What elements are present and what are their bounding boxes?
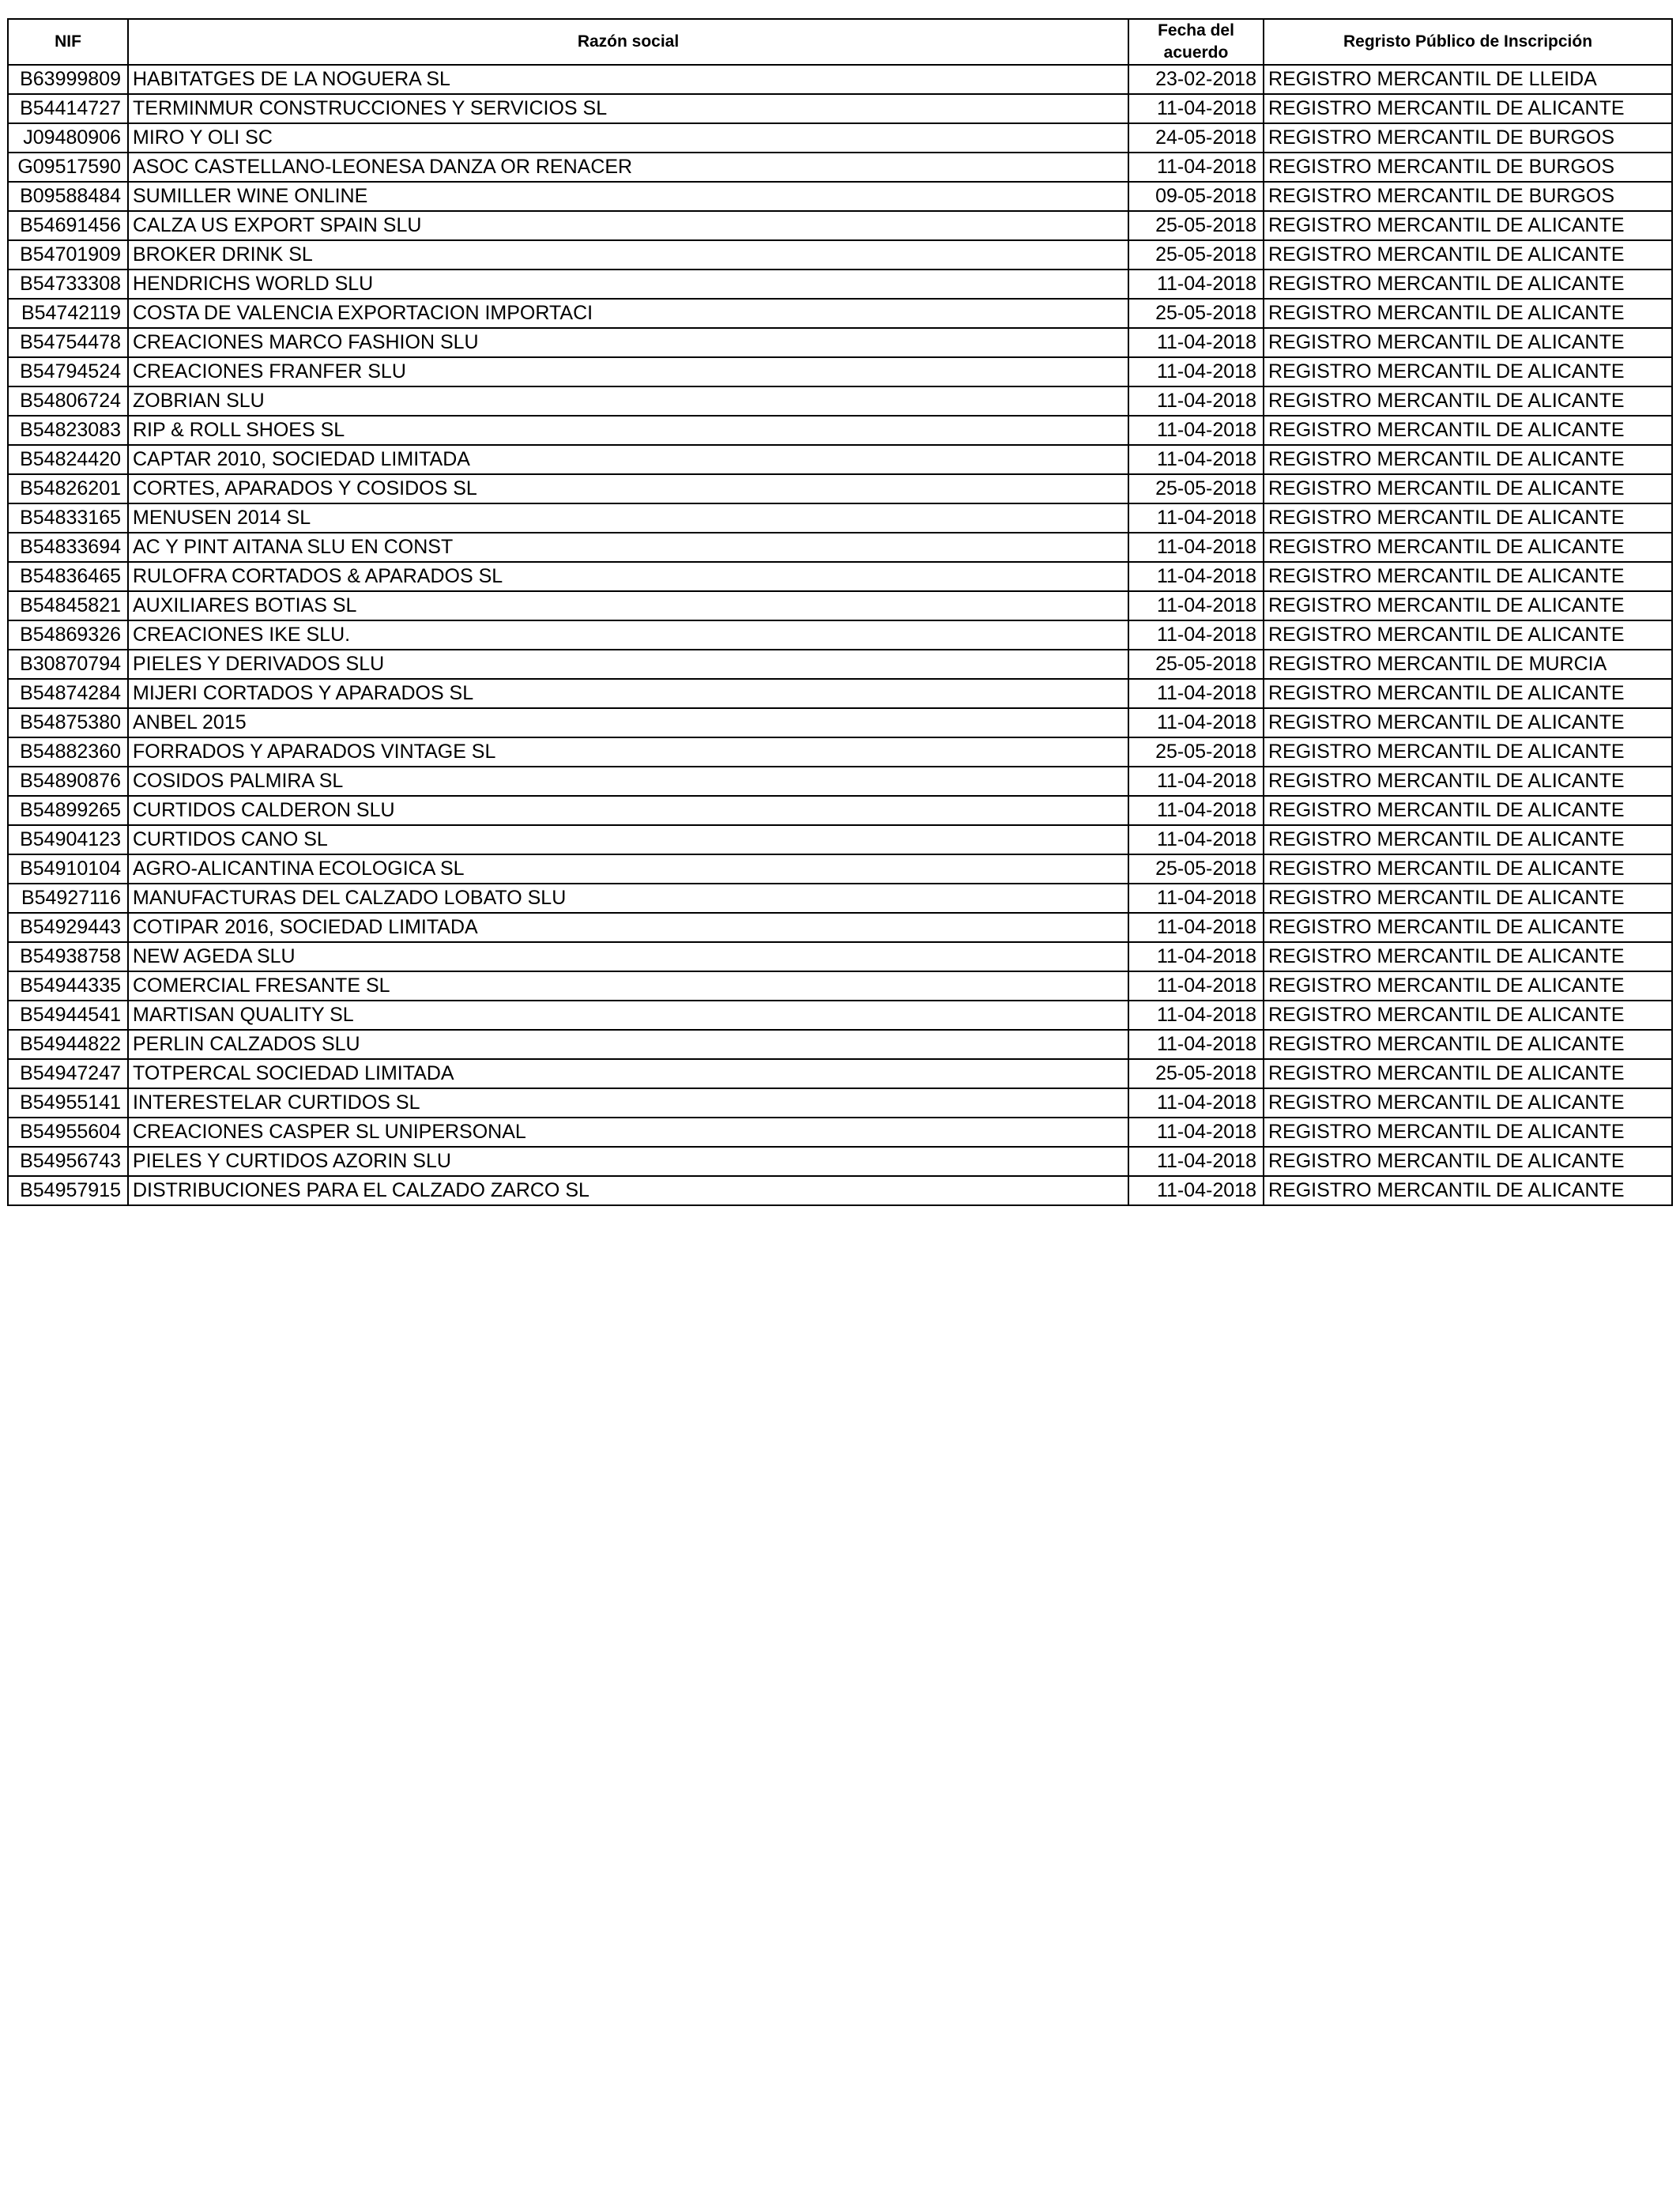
cell-registro: REGISTRO MERCANTIL DE ALICANTE xyxy=(1264,796,1672,825)
table-row xyxy=(8,971,1672,1001)
cell-fecha-acuerdo: 11-04-2018 xyxy=(1128,884,1264,913)
cell-registro: REGISTRO MERCANTIL DE ALICANTE xyxy=(1264,854,1672,884)
cell-nif: B54691456 xyxy=(8,211,128,240)
cell-registro: REGISTRO MERCANTIL DE ALICANTE xyxy=(1264,971,1672,1001)
cell-nif: B54833165 xyxy=(8,503,128,533)
cell-registro: REGISTRO MERCANTIL DE ALICANTE xyxy=(1264,533,1672,562)
cell-razon-social: CAPTAR 2010, SOCIEDAD LIMITADA xyxy=(128,445,1128,474)
cell-nif: B54944335 xyxy=(8,971,128,1001)
cell-razon-social: CREACIONES CASPER SL UNIPERSONAL xyxy=(128,1118,1128,1147)
cell-nif: B54955604 xyxy=(8,1118,128,1147)
cell-registro: REGISTRO MERCANTIL DE ALICANTE xyxy=(1264,591,1672,620)
cell-nif: B30870794 xyxy=(8,650,128,679)
table-row xyxy=(8,1001,1672,1030)
cell-razon-social: FORRADOS Y APARADOS VINTAGE SL xyxy=(128,737,1128,767)
cell-fecha-acuerdo: 23-02-2018 xyxy=(1128,65,1264,94)
cell-razon-social: CREACIONES MARCO FASHION SLU xyxy=(128,328,1128,357)
cell-razon-social: RIP & ROLL SHOES SL xyxy=(128,416,1128,445)
cell-registro: REGISTRO MERCANTIL DE ALICANTE xyxy=(1264,562,1672,591)
cell-registro: REGISTRO MERCANTIL DE ALICANTE xyxy=(1264,299,1672,328)
table-row xyxy=(8,854,1672,884)
cell-fecha-acuerdo: 25-05-2018 xyxy=(1128,474,1264,503)
cell-razon-social: CURTIDOS CANO SL xyxy=(128,825,1128,854)
cell-nif: B54904123 xyxy=(8,825,128,854)
cell-registro: REGISTRO MERCANTIL DE ALICANTE xyxy=(1264,620,1672,650)
cell-razon-social: HENDRICHS WORLD SLU xyxy=(128,270,1128,299)
cell-fecha-acuerdo: 11-04-2018 xyxy=(1128,796,1264,825)
cell-razon-social: PERLIN CALZADOS SLU xyxy=(128,1030,1128,1059)
table-row xyxy=(8,620,1672,650)
cell-fecha-acuerdo: 11-04-2018 xyxy=(1128,357,1264,386)
table-row xyxy=(8,591,1672,620)
cell-fecha-acuerdo: 11-04-2018 xyxy=(1128,445,1264,474)
cell-nif: B63999809 xyxy=(8,65,128,94)
table-row xyxy=(8,679,1672,708)
cell-fecha-acuerdo: 11-04-2018 xyxy=(1128,386,1264,416)
table-row xyxy=(8,503,1672,533)
cell-registro: REGISTRO MERCANTIL DE MURCIA xyxy=(1264,650,1672,679)
cell-fecha-acuerdo: 11-04-2018 xyxy=(1128,1176,1264,1205)
cell-razon-social: CALZA US EXPORT SPAIN SLU xyxy=(128,211,1128,240)
cell-registro: REGISTRO MERCANTIL DE ALICANTE xyxy=(1264,1059,1672,1088)
cell-fecha-acuerdo: 11-04-2018 xyxy=(1128,1088,1264,1118)
cell-registro: REGISTRO MERCANTIL DE ALICANTE xyxy=(1264,825,1672,854)
cell-razon-social: NEW AGEDA SLU xyxy=(128,942,1128,971)
cell-nif: B54733308 xyxy=(8,270,128,299)
cell-nif: B54845821 xyxy=(8,591,128,620)
cell-registro: REGISTRO MERCANTIL DE ALICANTE xyxy=(1264,270,1672,299)
table-header xyxy=(8,19,1672,65)
cell-fecha-acuerdo: 11-04-2018 xyxy=(1128,620,1264,650)
cell-fecha-acuerdo: 11-04-2018 xyxy=(1128,94,1264,123)
cell-nif: B54754478 xyxy=(8,328,128,357)
cell-nif: B54938758 xyxy=(8,942,128,971)
cell-nif: B54947247 xyxy=(8,1059,128,1088)
table-row xyxy=(8,153,1672,182)
cell-nif: B54414727 xyxy=(8,94,128,123)
cell-razon-social: ASOC CASTELLANO-LEONESA DANZA OR RENACER xyxy=(128,153,1128,182)
cell-fecha-acuerdo: 11-04-2018 xyxy=(1128,1030,1264,1059)
cell-razon-social: COSIDOS PALMIRA SL xyxy=(128,767,1128,796)
cell-nif: B54742119 xyxy=(8,299,128,328)
cell-nif: B54910104 xyxy=(8,854,128,884)
cell-razon-social: INTERESTELAR CURTIDOS SL xyxy=(128,1088,1128,1118)
cell-nif: B54806724 xyxy=(8,386,128,416)
cell-nif: B54833694 xyxy=(8,533,128,562)
cell-nif: B54869326 xyxy=(8,620,128,650)
table-row xyxy=(8,884,1672,913)
cell-registro: REGISTRO MERCANTIL DE ALICANTE xyxy=(1264,1176,1672,1205)
table-row xyxy=(8,1118,1672,1147)
cell-fecha-acuerdo: 11-04-2018 xyxy=(1128,708,1264,737)
table-row xyxy=(8,1176,1672,1205)
cell-razon-social: AUXILIARES BOTIAS SL xyxy=(128,591,1128,620)
cell-razon-social: MIJERI CORTADOS Y APARADOS SL xyxy=(128,679,1128,708)
cell-razon-social: CREACIONES FRANFER SLU xyxy=(128,357,1128,386)
cell-razon-social: CORTES, APARADOS Y COSIDOS SL xyxy=(128,474,1128,503)
header-registro: Regristo Público de Inscripción xyxy=(1264,19,1672,65)
table-row xyxy=(8,474,1672,503)
table-row xyxy=(8,737,1672,767)
cell-registro: REGISTRO MERCANTIL DE ALICANTE xyxy=(1264,913,1672,942)
cell-fecha-acuerdo: 11-04-2018 xyxy=(1128,913,1264,942)
table-row xyxy=(8,211,1672,240)
cell-registro: REGISTRO MERCANTIL DE ALICANTE xyxy=(1264,737,1672,767)
registry-table xyxy=(7,18,1673,1206)
cell-razon-social: TERMINMUR CONSTRUCCIONES Y SERVICIOS SL xyxy=(128,94,1128,123)
cell-registro: REGISTRO MERCANTIL DE ALICANTE xyxy=(1264,942,1672,971)
table-row xyxy=(8,913,1672,942)
cell-nif: B54890876 xyxy=(8,767,128,796)
cell-razon-social: ZOBRIAN SLU xyxy=(128,386,1128,416)
cell-fecha-acuerdo: 11-04-2018 xyxy=(1128,416,1264,445)
table-row xyxy=(8,562,1672,591)
table-row xyxy=(8,357,1672,386)
cell-razon-social: COSTA DE VALENCIA EXPORTACION IMPORTACI xyxy=(128,299,1128,328)
cell-nif: B54957915 xyxy=(8,1176,128,1205)
cell-fecha-acuerdo: 11-04-2018 xyxy=(1128,679,1264,708)
table-row xyxy=(8,182,1672,211)
cell-fecha-acuerdo: 11-04-2018 xyxy=(1128,767,1264,796)
cell-registro: REGISTRO MERCANTIL DE ALICANTE xyxy=(1264,240,1672,270)
table-row xyxy=(8,1088,1672,1118)
table-row xyxy=(8,240,1672,270)
cell-nif: B54882360 xyxy=(8,737,128,767)
cell-razon-social: MIRO Y OLI SC xyxy=(128,123,1128,153)
cell-fecha-acuerdo: 09-05-2018 xyxy=(1128,182,1264,211)
header-razon-social: Razón social xyxy=(128,19,1128,65)
cell-fecha-acuerdo: 11-04-2018 xyxy=(1128,503,1264,533)
cell-nif: B54794524 xyxy=(8,357,128,386)
cell-razon-social: MARTISAN QUALITY SL xyxy=(128,1001,1128,1030)
cell-fecha-acuerdo: 25-05-2018 xyxy=(1128,737,1264,767)
table-row xyxy=(8,123,1672,153)
table-row xyxy=(8,65,1672,94)
cell-nif: J09480906 xyxy=(8,123,128,153)
table-row xyxy=(8,650,1672,679)
cell-nif: B54956743 xyxy=(8,1147,128,1176)
cell-fecha-acuerdo: 11-04-2018 xyxy=(1128,971,1264,1001)
cell-registro: REGISTRO MERCANTIL DE ALICANTE xyxy=(1264,357,1672,386)
cell-razon-social: AC Y PINT AITANA SLU EN CONST xyxy=(128,533,1128,562)
cell-registro: REGISTRO MERCANTIL DE ALICANTE xyxy=(1264,328,1672,357)
cell-razon-social: MANUFACTURAS DEL CALZADO LOBATO SLU xyxy=(128,884,1128,913)
header-fecha-line2: acuerdo xyxy=(1163,43,1229,62)
cell-nif: B54875380 xyxy=(8,708,128,737)
table-row xyxy=(8,708,1672,737)
cell-fecha-acuerdo: 24-05-2018 xyxy=(1128,123,1264,153)
table-row xyxy=(8,445,1672,474)
cell-fecha-acuerdo: 11-04-2018 xyxy=(1128,270,1264,299)
cell-registro: REGISTRO MERCANTIL DE BURGOS xyxy=(1264,182,1672,211)
cell-registro: REGISTRO MERCANTIL DE ALICANTE xyxy=(1264,708,1672,737)
cell-registro: REGISTRO MERCANTIL DE ALICANTE xyxy=(1264,1030,1672,1059)
table-row xyxy=(8,94,1672,123)
cell-fecha-acuerdo: 25-05-2018 xyxy=(1128,854,1264,884)
cell-fecha-acuerdo: 25-05-2018 xyxy=(1128,1059,1264,1088)
cell-razon-social: TOTPERCAL SOCIEDAD LIMITADA xyxy=(128,1059,1128,1088)
header-nif: NIF xyxy=(8,19,128,65)
table-row xyxy=(8,416,1672,445)
cell-registro: REGISTRO MERCANTIL DE BURGOS xyxy=(1264,153,1672,182)
cell-registro: REGISTRO MERCANTIL DE ALICANTE xyxy=(1264,94,1672,123)
cell-registro: REGISTRO MERCANTIL DE ALICANTE xyxy=(1264,1147,1672,1176)
cell-registro: REGISTRO MERCANTIL DE ALICANTE xyxy=(1264,503,1672,533)
table-body xyxy=(8,65,1672,1205)
cell-nif: B54874284 xyxy=(8,679,128,708)
cell-registro: REGISTRO MERCANTIL DE ALICANTE xyxy=(1264,767,1672,796)
cell-razon-social: CURTIDOS CALDERON SLU xyxy=(128,796,1128,825)
cell-nif: B54701909 xyxy=(8,240,128,270)
cell-razon-social: ANBEL 2015 xyxy=(128,708,1128,737)
cell-registro: REGISTRO MERCANTIL DE BURGOS xyxy=(1264,123,1672,153)
cell-registro: REGISTRO MERCANTIL DE ALICANTE xyxy=(1264,1001,1672,1030)
cell-fecha-acuerdo: 11-04-2018 xyxy=(1128,591,1264,620)
cell-fecha-acuerdo: 25-05-2018 xyxy=(1128,240,1264,270)
cell-fecha-acuerdo: 11-04-2018 xyxy=(1128,1001,1264,1030)
cell-razon-social: RULOFRA CORTADOS & APARADOS SL xyxy=(128,562,1128,591)
cell-registro: REGISTRO MERCANTIL DE ALICANTE xyxy=(1264,474,1672,503)
cell-fecha-acuerdo: 11-04-2018 xyxy=(1128,562,1264,591)
table-row xyxy=(8,767,1672,796)
cell-registro: REGISTRO MERCANTIL DE ALICANTE xyxy=(1264,445,1672,474)
cell-nif: G09517590 xyxy=(8,153,128,182)
header-fecha-acuerdo xyxy=(1128,19,1264,65)
cell-nif: B54929443 xyxy=(8,913,128,942)
cell-razon-social: BROKER DRINK SL xyxy=(128,240,1128,270)
table-row xyxy=(8,386,1672,416)
table-row xyxy=(8,270,1672,299)
cell-razon-social: PIELES Y DERIVADOS SLU xyxy=(128,650,1128,679)
cell-nif: B54944541 xyxy=(8,1001,128,1030)
table-row xyxy=(8,328,1672,357)
cell-fecha-acuerdo: 11-04-2018 xyxy=(1128,825,1264,854)
cell-razon-social: HABITATGES DE LA NOGUERA SL xyxy=(128,65,1128,94)
cell-nif: B54824420 xyxy=(8,445,128,474)
cell-fecha-acuerdo: 11-04-2018 xyxy=(1128,533,1264,562)
cell-registro: REGISTRO MERCANTIL DE ALICANTE xyxy=(1264,211,1672,240)
cell-registro: REGISTRO MERCANTIL DE ALICANTE xyxy=(1264,386,1672,416)
table-row xyxy=(8,1030,1672,1059)
cell-nif: B54944822 xyxy=(8,1030,128,1059)
table-row xyxy=(8,942,1672,971)
table-row xyxy=(8,1059,1672,1088)
table-row xyxy=(8,533,1672,562)
cell-nif: B54955141 xyxy=(8,1088,128,1118)
cell-fecha-acuerdo: 25-05-2018 xyxy=(1128,650,1264,679)
cell-fecha-acuerdo: 11-04-2018 xyxy=(1128,942,1264,971)
cell-registro: REGISTRO MERCANTIL DE LLEIDA xyxy=(1264,65,1672,94)
cell-fecha-acuerdo: 25-05-2018 xyxy=(1128,211,1264,240)
cell-fecha-acuerdo: 25-05-2018 xyxy=(1128,299,1264,328)
table-row xyxy=(8,1147,1672,1176)
table-row xyxy=(8,825,1672,854)
cell-razon-social: COTIPAR 2016, SOCIEDAD LIMITADA xyxy=(128,913,1128,942)
cell-registro: REGISTRO MERCANTIL DE ALICANTE xyxy=(1264,1118,1672,1147)
cell-registro: REGISTRO MERCANTIL DE ALICANTE xyxy=(1264,416,1672,445)
cell-razon-social: SUMILLER WINE ONLINE xyxy=(128,182,1128,211)
cell-razon-social: PIELES Y CURTIDOS AZORIN SLU xyxy=(128,1147,1128,1176)
cell-razon-social: COMERCIAL FRESANTE SL xyxy=(128,971,1128,1001)
cell-nif: B09588484 xyxy=(8,182,128,211)
cell-nif: B54836465 xyxy=(8,562,128,591)
cell-razon-social: AGRO-ALICANTINA ECOLOGICA SL xyxy=(128,854,1128,884)
cell-nif: B54927116 xyxy=(8,884,128,913)
cell-registro: REGISTRO MERCANTIL DE ALICANTE xyxy=(1264,679,1672,708)
cell-razon-social: DISTRIBUCIONES PARA EL CALZADO ZARCO SL xyxy=(128,1176,1128,1205)
cell-registro: REGISTRO MERCANTIL DE ALICANTE xyxy=(1264,884,1672,913)
cell-fecha-acuerdo: 11-04-2018 xyxy=(1128,1147,1264,1176)
cell-nif: B54826201 xyxy=(8,474,128,503)
table-row xyxy=(8,299,1672,328)
cell-registro: REGISTRO MERCANTIL DE ALICANTE xyxy=(1264,1088,1672,1118)
cell-fecha-acuerdo: 11-04-2018 xyxy=(1128,1118,1264,1147)
header-fecha-line1: Fecha del xyxy=(1158,21,1234,40)
table-row xyxy=(8,796,1672,825)
cell-nif: B54823083 xyxy=(8,416,128,445)
cell-fecha-acuerdo: 11-04-2018 xyxy=(1128,153,1264,182)
cell-razon-social: CREACIONES IKE SLU. xyxy=(128,620,1128,650)
cell-razon-social: MENUSEN 2014 SL xyxy=(128,503,1128,533)
header-row xyxy=(8,19,1672,65)
cell-fecha-acuerdo: 11-04-2018 xyxy=(1128,328,1264,357)
cell-nif: B54899265 xyxy=(8,796,128,825)
